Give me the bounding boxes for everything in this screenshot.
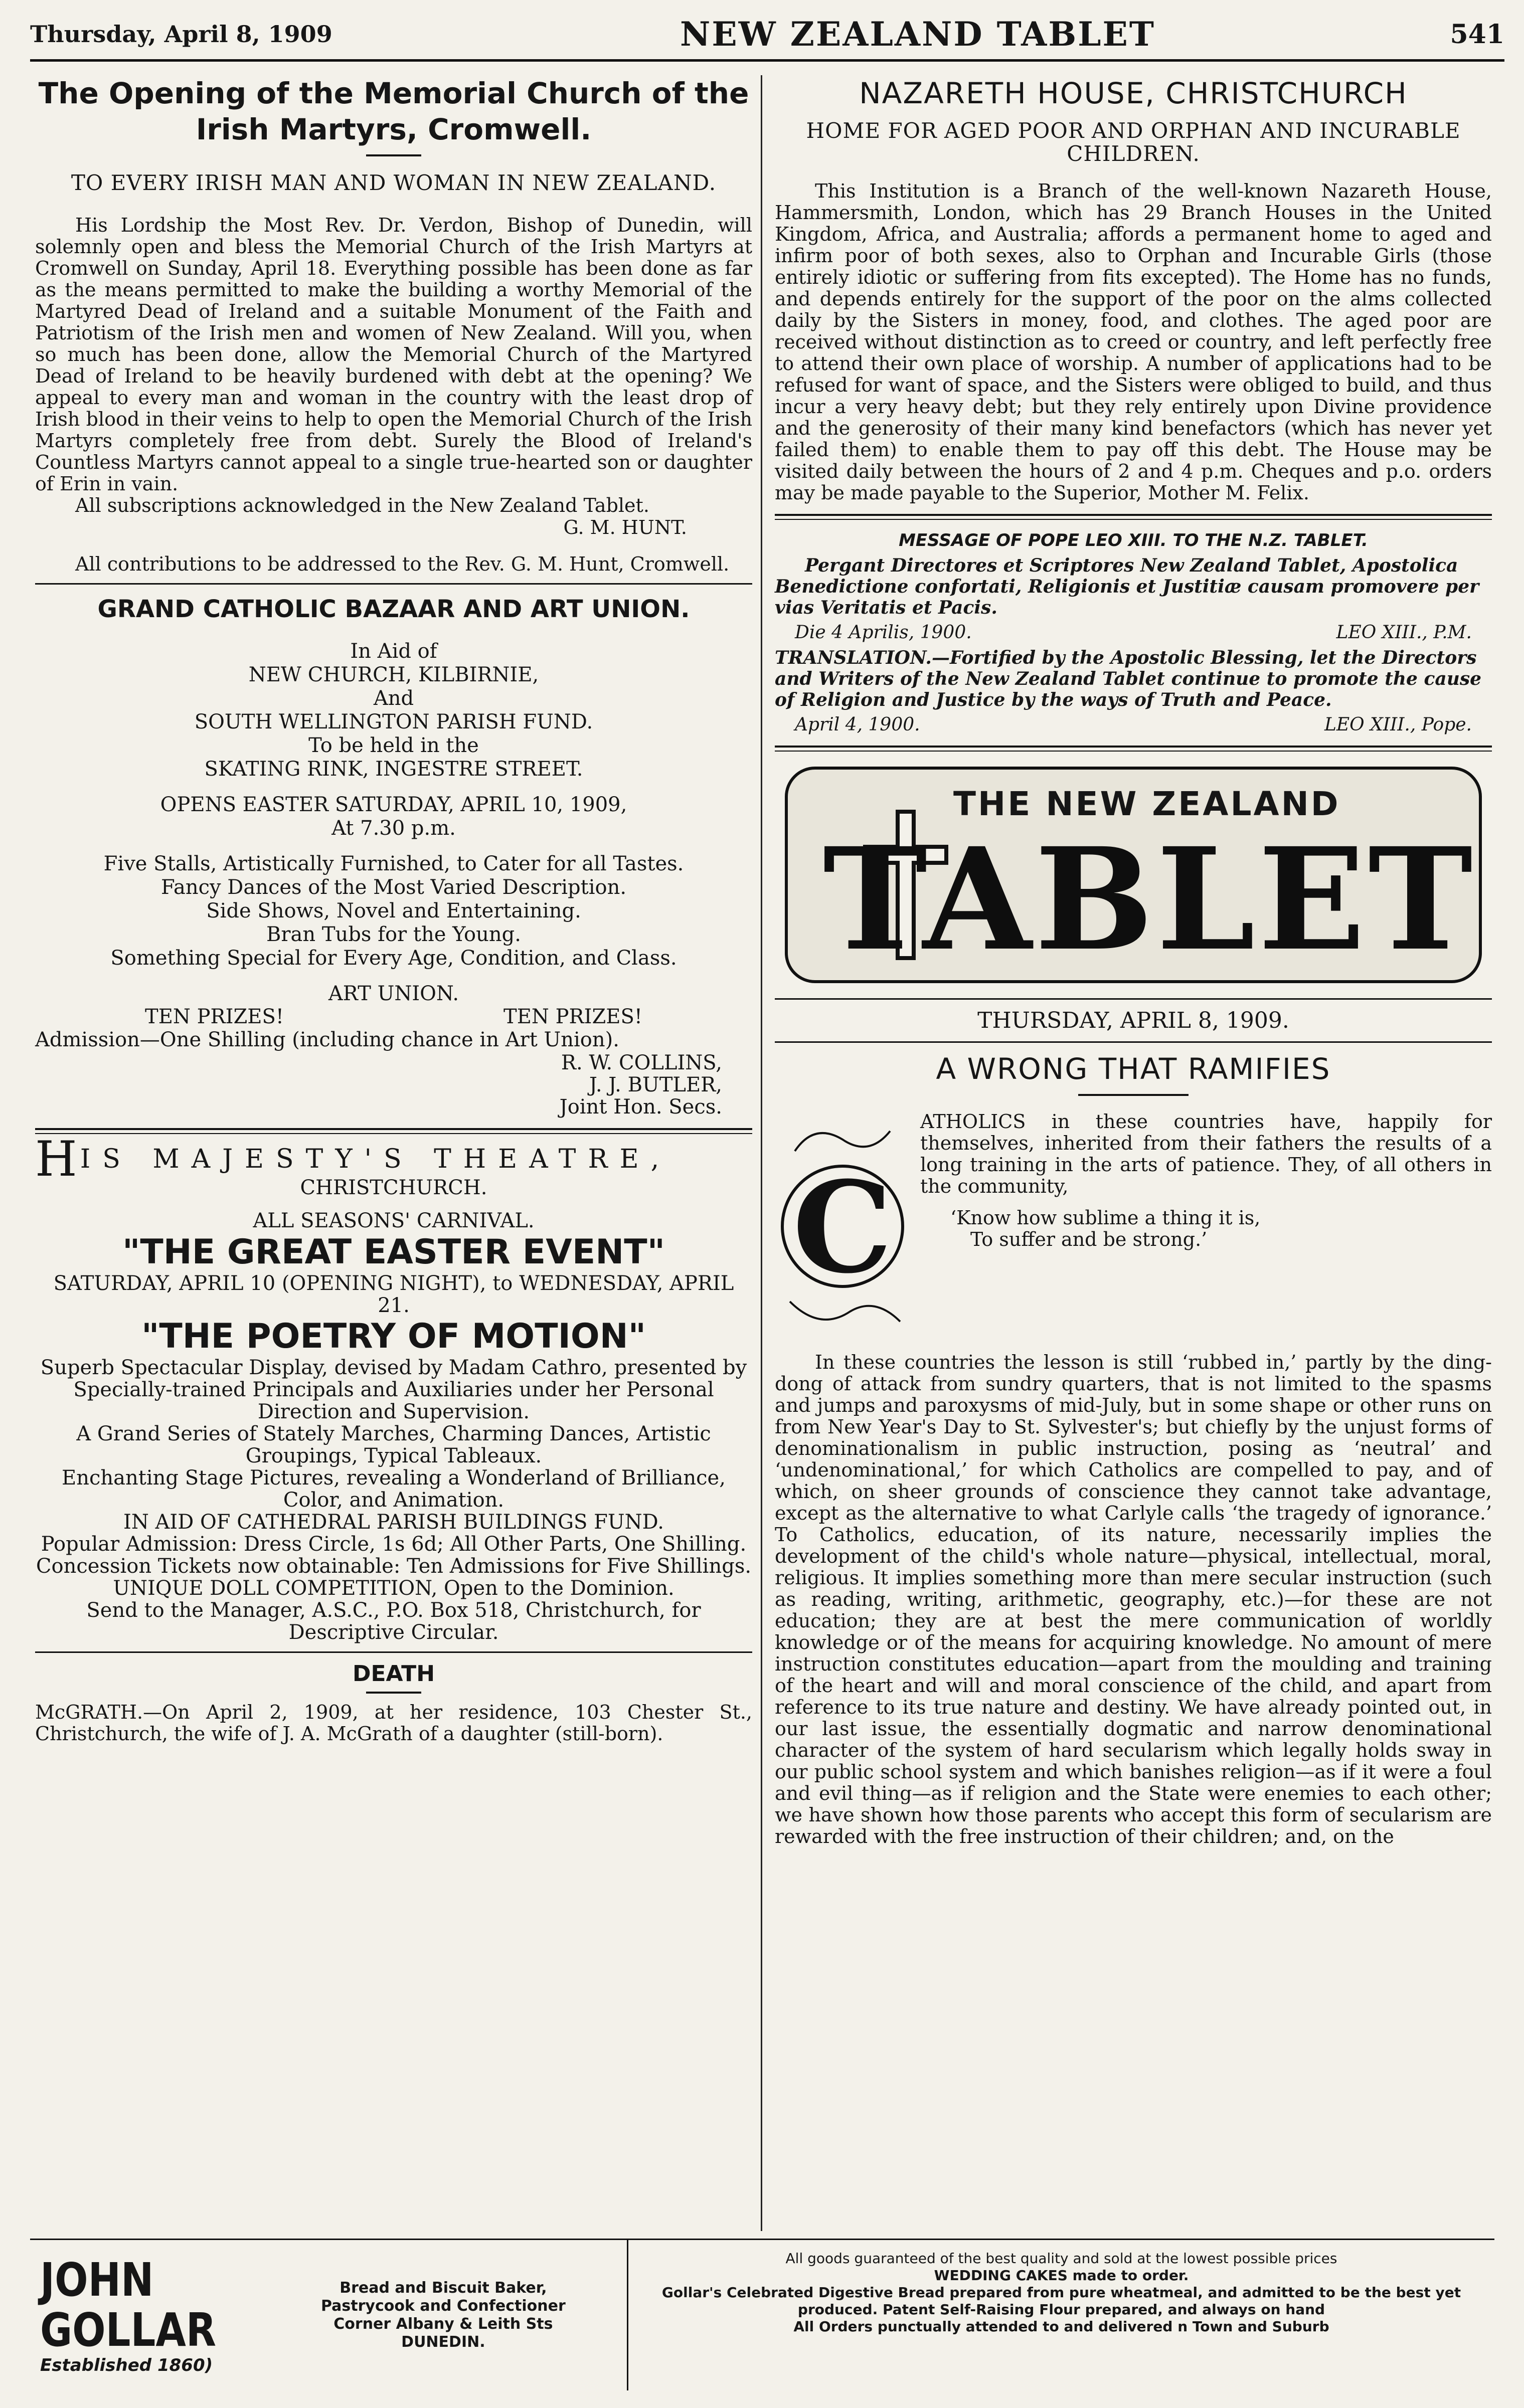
message-sign: LEO XIII., Pope.	[1324, 714, 1472, 735]
bazaar-line: Five Stalls, Artistically Furnished, to Cater for all Tastes.	[103, 852, 684, 875]
theatre-line: IN AID OF CATHEDRAL PARISH BUILDINGS FUND.	[123, 1511, 664, 1534]
pope-message	[775, 530, 1492, 735]
theatre-line: Send to the Manager, A.S.C., P.O. Box 518, Christchurch, for Descriptive Circular.	[86, 1599, 701, 1644]
bazaar-heading: GRAND CATHOLIC BAZAAR AND ART UNION.	[97, 595, 690, 623]
editorial	[775, 1051, 1492, 1847]
memorial-church-notice	[35, 75, 752, 575]
bazaar-signatories	[35, 1052, 722, 1118]
message-latin-signoff	[775, 622, 1492, 643]
gollar-trade	[321, 2279, 566, 2351]
theatre-dropcap: H	[35, 1131, 80, 1187]
section-rule	[35, 1128, 752, 1134]
signatory-title: Joint Hon. Secs.	[559, 1095, 722, 1119]
nazareth-body: This Institution is a Branch of the well-known Nazareth House, Hammersmith, London, which has 29 Branch Houses in the United Kingdom, Africa, and Australia; affords a permanent home to aged and infirm poor of both sexes, also to Orphan and Incurable Girls (those entirely idiotic or suffering from fits excepted). The Home has no funds, and depends entirely for the support of the poor on the alms collected daily by the Sisters in money, food, and clothes. The aged poor are received without distinction as to creed or country, and left perfectly free to attend their own place of worship. A number of applications had to be refused for want of space, and the Sisters were obliged to build, and thus incur a very heavy debt; but they rely entirely upon Divine providence and the generosity of their many kind benefactors (which has never yet failed them) to enable them to pay off this debt. The House may be visited daily between the hours of 2 and 4 p.m. Cheques and p.o. orders may be made payable to the Superior, Mother M. Felix.	[775, 180, 1492, 504]
section-rule	[775, 998, 1492, 1000]
heading-rule	[366, 154, 421, 156]
issue-date: Thursday, April 8, 1909	[30, 21, 332, 48]
gollar-city: DUNEDIN.	[401, 2333, 485, 2351]
quote-line: ‘Know how sublime a thing it is,	[950, 1207, 1261, 1229]
bazaar-line: Fancy Dances of the Most Varied Description.	[160, 876, 627, 899]
gollar-wedding-cakes: WEDDING CAKES made to order.	[934, 2267, 1189, 2284]
prize-right: TEN PRIZES!	[503, 1005, 642, 1028]
gollar-orders: All Orders punctually attended to and delivered n Town and Suburb	[793, 2318, 1329, 2335]
editorial-intro-text	[920, 1111, 1492, 1250]
section-rule	[775, 514, 1492, 520]
tablet-logo	[785, 767, 1482, 983]
logo-big-text: TABLET	[823, 817, 1476, 982]
theatre-line: Concession Tickets now obtainable: Ten Admissions for Five Shillings.	[36, 1555, 752, 1578]
bazaar-line: Something Special for Every Age, Condition, and Class.	[110, 947, 677, 970]
bazaar-admission: Admission—One Shilling (including chance in Art Union).	[35, 1028, 619, 1051]
theatre-show: "THE POETRY OF MOTION"	[141, 1317, 646, 1356]
quote-line: To suffer and be strong.’	[970, 1228, 1208, 1250]
message-date: April 4, 1900.	[795, 714, 920, 735]
gollar-address: Corner Albany & Leith Sts	[333, 2315, 553, 2333]
art-union-heading: ART UNION.	[328, 982, 459, 1005]
theatre-event: "THE GREAT EASTER EVENT"	[122, 1232, 665, 1272]
message-date: Die 4 Aprilis, 1900.	[795, 622, 972, 643]
theatre-line: Popular Admission: Dress Circle, 1s 6d; All Other Parts, One Shilling.	[41, 1533, 747, 1556]
bazaar-line: And	[373, 687, 414, 710]
heading-rule	[366, 1692, 421, 1694]
message-translation: TRANSLATION.—Fortified by the Apostolic Blessing, let the Directors and Writers of the New Zealand Tablet continue to promote the cause of Religion and Justice by the ways of Truth and Peace.	[775, 647, 1482, 710]
prize-left: TEN PRIZES!	[145, 1005, 284, 1028]
gollar-ad-left	[30, 2240, 628, 2390]
bazaar-line: At 7.30 p.m.	[331, 817, 456, 840]
masthead	[30, 9, 1504, 62]
nazareth-heading: NAZARETH HOUSE, CHRISTCHURCH	[859, 76, 1408, 110]
memorial-heading: The Opening of the Memorial Church of the Irish Martyrs, Cromwell.	[38, 76, 749, 146]
logo-small-text: THE NEW ZEALAND	[953, 785, 1340, 823]
dropcap-letter: C	[792, 1154, 893, 1301]
signatory: J. J. BUTLER,	[589, 1073, 722, 1096]
section-rule	[35, 1651, 752, 1653]
bazaar-line: SKATING RINK, INGESTRE STREET.	[204, 758, 583, 781]
theatre-line: UNIQUE DOLL COMPETITION, Open to the Dominion.	[113, 1577, 674, 1600]
signatory: R. W. COLLINS,	[561, 1051, 722, 1074]
gollar-established: Established 1860)	[40, 2355, 213, 2375]
gollar-brand	[40, 2255, 351, 2375]
newspaper-title: NEW ZEALAND TABLET	[680, 15, 1155, 54]
theatre-details	[35, 1357, 752, 1643]
memorial-body: His Lordship the Most Rev. Dr. Verdon, Bishop of Dunedin, will solemnly open and bless the Memorial Church of the Irish Martyrs at Cromwell on Sunday, April 18. Everything possible has been done as far as the means permitted to make the building a worthy Memorial of the Martyred Dead of Ireland and a suitable Monument of the Faith and Patriotism of the Irish men and women of New Zealand. Will you, when so much has been done, allow the Memorial Church of the Martyred Dead of Ireland to be heavily burdened with debt at the opening? We appeal to every man and woman in the country with the least drop of Irish blood in their veins to help to open the Memorial Church of the Irish Martyrs completely free from debt. Surely the Blood of Ireland's Countless Martyrs cannot appeal to a single true-hearted son or daughter of Erin in vain.	[35, 214, 752, 495]
bazaar-line: OPENS EASTER SATURDAY, APRIL 10, 1909,	[160, 793, 627, 816]
editorial-heading: A WRONG THAT RAMIFIES	[936, 1052, 1331, 1086]
bazaar-line: In Aid of	[350, 640, 437, 663]
gollar-trade-line: Bread and Biscuit Baker,	[340, 2279, 547, 2297]
bazaar-advertisement	[35, 594, 752, 1118]
theatre-title-text: IS MAJESTY'S THEATRE,	[80, 1144, 671, 1174]
bazaar-line: To be held in the	[308, 734, 479, 757]
section-rule	[35, 583, 752, 585]
editorial-dateline: THURSDAY, APRIL 8, 1909.	[977, 1008, 1289, 1033]
death-text: McGRATH.—On April 2, 1909, at her residence, 103 Chester St., Christchurch, the wife of J. A. McGrath of a daughter (still-born).	[35, 1701, 752, 1745]
theatre-line: Enchanting Stage Pictures, revealing a Wonderland of Brilliance, Color, and Animation.	[62, 1466, 726, 1512]
theatre-city: CHRISTCHURCH.	[300, 1176, 487, 1199]
nazareth-house-notice	[775, 75, 1492, 504]
theatre-line: Superb Spectacular Display, devised by Madam Cathro, presented by Specially-trained Principals and Auxiliaries under her Personal Direction and Supervision.	[40, 1356, 747, 1423]
bazaar-line: Side Shows, Novel and Entertaining.	[206, 899, 581, 922]
gollar-ad-right	[628, 2240, 1494, 2390]
bazaar-line: Bran Tubs for the Young.	[266, 923, 521, 946]
theatre-advertisement	[35, 1131, 752, 1644]
theatre-title	[35, 1131, 752, 1187]
ornamental-dropcap	[775, 1111, 910, 1342]
editorial-intro	[775, 1111, 1492, 1342]
theatre-line: A Grand Series of Stately Marches, Charming Dances, Artistic Groupings, Typical Tableaux.	[76, 1422, 711, 1467]
editorial-body: In these countries the lesson is still ‘rubbed in,’ partly by the ding-dong of attack from sundry quarters, that is not limited to the spasms and jumps and paroxysms of mid-July, but in some shape or other runs on from New Year's Day to St. Sylvester's; but chiefly by the unjust forms of denominationalism in public instruction, posing as ‘neutral’ and ‘undenominational,’ for which Catholics are compelled to pay, and of which, on sheer grounds of conscience they cannot take advantage, except as the alternative to what Carlyle calls ‘the tragedy of ignorance.’ To Catholics, education, of its nature, necessarily implies the development of the child's whole nature—physical, intellectual, moral, religious. It implies something more than mere secular instruction (such as reading, writing, arithmetic, geography, etc.)—for these are not education; they are at best the mere communication of worldly knowledge or of the means for acquiring knowledge. No amount of mere instruction constitutes education—apart from the moulding and training of the heart and will and moral conscience of the child, and apart from reference to its true nature and destiny. We have already pointed out, in our last issue, the essentially dogmatic and narrow denominational character of the system of hard secularism which legally holds sway in our public school system and which banishes religion—as if it were a foul and evil thing—as if religion and the State were enemies to each other; we have shown how those parents who accept this form of secularism are rewarded with the free instruction of their children; and, on the	[775, 1351, 1492, 1847]
editorial-quote	[950, 1207, 1492, 1250]
gollar-advertisement	[30, 2239, 1494, 2390]
gollar-guarantee: All goods guaranteed of the best quality and sold at the lowest possible prices	[785, 2250, 1337, 2267]
editorial-intro-para: ATHOLICS in these countries have, happily for themselves, inherited from their fathers the results of a long training in the arts of patience. They, of all others in the community,	[920, 1110, 1492, 1197]
section-rule	[775, 746, 1492, 752]
gollar-name: JOHN GOLLAR	[40, 2253, 217, 2357]
theatre-dates: SATURDAY, APRIL 10 (OPENING NIGHT), to WEDNESDAY, APRIL 21.	[53, 1272, 734, 1317]
death-notice	[35, 1661, 752, 1745]
prizes-row	[35, 1006, 752, 1028]
message-sign: LEO XIII., P.M.	[1336, 622, 1472, 643]
memorial-contributions: All contributions to be addressed to the Rev. G. M. Hunt, Cromwell.	[75, 553, 730, 575]
gollar-trade-line: Pastrycook and Confectioner	[321, 2297, 566, 2315]
bazaar-line: NEW CHURCH, KILBIRNIE,	[248, 663, 539, 686]
memorial-signature: G. M. HUNT.	[563, 516, 687, 538]
column-divider	[761, 75, 762, 2231]
page-number: 541	[1450, 19, 1504, 50]
gollar-bread: Gollar's Celebrated Digestive Bread prepared from pure wheatmeal, and admitted to be the best yet produced. Patent Self-Raising Flour prepared, and always on hand	[661, 2284, 1461, 2318]
message-translation-signoff	[775, 714, 1492, 735]
left-column	[35, 75, 752, 1745]
section-rule	[775, 1041, 1492, 1043]
message-latin: Pergant Directores et Scriptores New Zealand Tablet, Apostolica Benedictione confortati, Religionis et Justitiæ causam promovere per vias Veritatis et Pacis.	[775, 555, 1479, 618]
death-heading: DEATH	[352, 1661, 435, 1687]
message-title: MESSAGE OF POPE LEO XIII. TO THE N.Z. TABLET.	[899, 530, 1368, 550]
bazaar-line: SOUTH WELLINGTON PARISH FUND.	[194, 710, 593, 733]
theatre-carnival: ALL SEASONS' CARNIVAL.	[253, 1209, 535, 1232]
memorial-address: TO EVERY IRISH MAN AND WOMAN IN NEW ZEALAND.	[71, 170, 717, 195]
right-column	[775, 75, 1492, 1847]
heading-rule	[1078, 1094, 1189, 1096]
memorial-subscriptions: All subscriptions acknowledged in the New Zealand Tablet.	[75, 494, 649, 516]
nazareth-subheading: HOME FOR AGED POOR AND ORPHAN AND INCURABLE CHILDREN.	[806, 118, 1461, 166]
